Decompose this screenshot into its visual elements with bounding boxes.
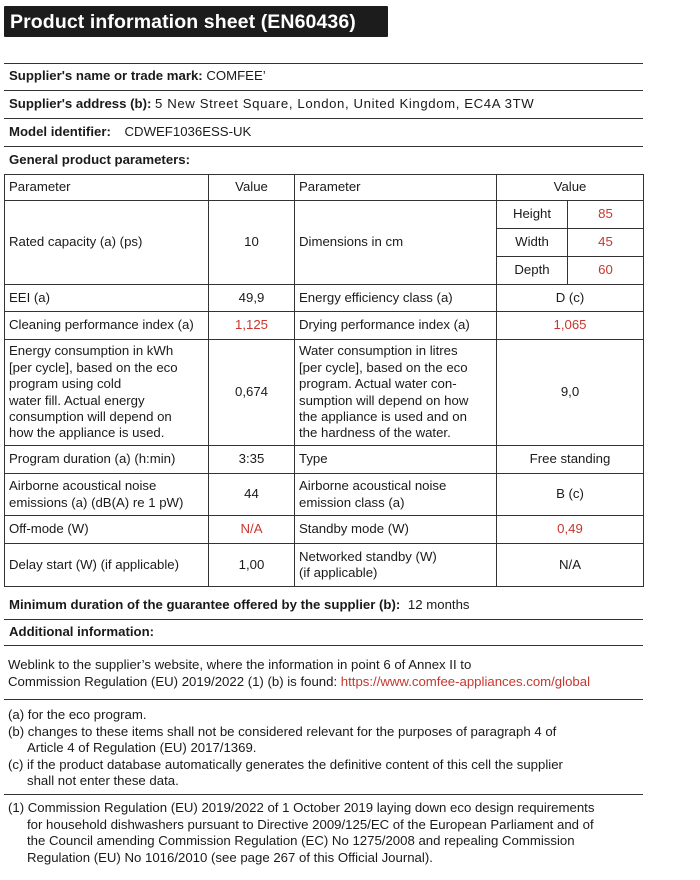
regulation-line: the Council amending Commission Regulation (EC) No 1275/2008 and repealing Commission — [27, 833, 575, 848]
footnote-b: (b) changes to these items shall not be considered relevant for the purposes of paragraph 4 of — [8, 723, 557, 739]
table-row — [5, 474, 644, 516]
type-value: Free standing — [497, 446, 644, 474]
page-title: Product information sheet (EN60436) — [10, 11, 356, 33]
weblink-line: Weblink to the supplier’s website, where the information in point 6 of Annex II to — [8, 657, 472, 672]
off-mode-value: N/A — [209, 516, 295, 544]
model-row — [9, 124, 251, 139]
program-duration-value: 3:35 — [209, 446, 295, 474]
column-header: Parameter — [5, 175, 209, 201]
supplier-address-label: Supplier's address (b): — [9, 96, 152, 111]
footnote-b-cont: Article 4 of Regulation (EU) 2017/1369. — [27, 740, 257, 755]
additional-info-heading: Additional information: — [9, 624, 155, 639]
divider — [4, 619, 643, 620]
label-line: how the appliance is used. — [9, 425, 165, 441]
standby-value: 0,49 — [497, 516, 644, 544]
noise-class-label — [295, 474, 497, 516]
energy-class-value: D (c) — [497, 285, 644, 312]
label-line: Airborne acoustical noise — [299, 478, 447, 494]
model-label: Model identifier: — [9, 124, 111, 139]
water-consumption-label — [295, 340, 497, 446]
water-consumption-value: 9,0 — [497, 340, 644, 446]
supplier-name-value: COMFEE’ — [206, 68, 266, 83]
label-line: sumption will depend on how — [299, 392, 469, 408]
networked-standby-value: N/A — [497, 544, 644, 587]
delay-start-value: 1,00 — [209, 544, 295, 587]
label-line: Water consumption in litres — [299, 343, 458, 359]
rated-capacity-label: Rated capacity (a) (ps) — [5, 201, 209, 285]
dimensions-label: Dimensions in cm — [295, 201, 497, 285]
supplier-address-value: 5 New Street Square, London, United Kingdom, EC4A 3TW — [155, 96, 535, 111]
program-duration-label: Program duration (a) (h:min) — [5, 446, 209, 474]
footnote-c-cont: shall not enter these data. — [27, 773, 179, 788]
column-header: Value — [209, 175, 295, 201]
label-line: the appliance is used and on — [299, 408, 467, 424]
footnote-c: (c) if the product database automatically generates the definitive content of this cell the supplier — [8, 756, 563, 772]
width-value: 45 — [568, 229, 644, 257]
standby-label: Standby mode (W) — [295, 516, 497, 544]
label-line: consumption will depend on — [9, 408, 172, 424]
divider — [4, 118, 643, 119]
divider — [4, 794, 643, 795]
table-row — [5, 340, 644, 446]
depth-value: 60 — [568, 257, 644, 285]
eei-value: 49,9 — [209, 285, 295, 312]
height-value: 85 — [568, 201, 644, 229]
table-row — [5, 446, 644, 474]
supplier-name-row — [9, 68, 266, 83]
footnote-a: (a) for the eco program. — [8, 707, 147, 722]
model-value: CDWEF1036ESS-UK — [124, 124, 252, 139]
noise-value: 44 — [209, 474, 295, 516]
noise-label — [5, 474, 209, 516]
column-header: Value — [497, 175, 644, 201]
drying-label: Drying performance index (a) — [295, 312, 497, 340]
divider — [4, 90, 643, 91]
guarantee-value: 12 months — [407, 597, 470, 612]
cleaning-label: Cleaning performance index (a) — [5, 312, 209, 340]
table-row — [5, 285, 644, 312]
column-header: Parameter — [295, 175, 497, 201]
supplier-name-label: Supplier's name or trade mark: — [9, 68, 203, 83]
divider — [4, 146, 643, 147]
table-row — [5, 516, 644, 544]
divider — [4, 645, 643, 646]
width-label: Width — [497, 229, 568, 257]
energy-consumption-label — [5, 340, 209, 446]
label-line: Airborne acoustical noise — [9, 478, 157, 494]
type-label: Type — [295, 446, 497, 474]
guarantee-label: Minimum duration of the guarantee offered by the supplier (b): — [9, 597, 401, 612]
energy-class-label: Energy efficiency class (a) — [295, 285, 497, 312]
table-row — [5, 312, 644, 340]
supplier-address-row — [9, 96, 534, 111]
supplier-website-link[interactable]: https://www.comfee-appliances.com/global — [340, 673, 590, 689]
label-line: [per cycle], based on the eco — [299, 359, 468, 375]
weblink-text: Commission Regulation (EU) 2019/2022 (1) (b) is found: — [8, 673, 338, 689]
weblink-line — [8, 674, 590, 691]
label-line: emission class (a) — [299, 494, 405, 510]
label-line: the hardness of the water. — [299, 425, 451, 441]
label-line: Energy consumption in kWh — [9, 343, 174, 359]
table-row — [5, 201, 644, 229]
table-header-row — [5, 175, 644, 201]
divider — [4, 699, 643, 700]
weblink-paragraph — [8, 657, 590, 690]
drying-value: 1,065 — [497, 312, 644, 340]
guarantee-row — [9, 597, 470, 612]
regulation-note — [8, 800, 594, 866]
delay-start-label: Delay start (W) (if applicable) — [5, 544, 209, 587]
footnotes — [8, 707, 563, 790]
noise-class-value: B (c) — [497, 474, 644, 516]
regulation-line: Regulation (EU) No 1016/2010 (see page 267 of this Official Journal). — [27, 849, 433, 865]
label-line: [per cycle], based on the eco — [9, 359, 178, 375]
depth-label: Depth — [497, 257, 568, 285]
label-line: program using cold — [9, 376, 122, 392]
eei-label: EEI (a) — [5, 285, 209, 312]
networked-standby-label — [295, 544, 497, 587]
height-label: Height — [497, 201, 568, 229]
general-params-heading: General product parameters: — [9, 152, 191, 167]
rated-capacity-value: 10 — [209, 201, 295, 285]
label-line: Networked standby (W) — [299, 548, 437, 564]
label-line: program. Actual water con- — [299, 376, 457, 392]
energy-consumption-value: 0,674 — [209, 340, 295, 446]
cleaning-value: 1,125 — [209, 312, 295, 340]
label-line: (if applicable) — [299, 565, 378, 580]
table-row — [5, 544, 644, 587]
regulation-line: for household dishwashers pursuant to Directive 2009/125/EC of the European Parliament and of — [27, 816, 594, 832]
label-line: emissions (a) (dB(A) re 1 pW) — [9, 494, 184, 510]
divider — [4, 63, 643, 64]
parameters-table — [4, 174, 644, 587]
off-mode-label: Off-mode (W) — [5, 516, 209, 544]
label-line: water fill. Actual energy — [9, 392, 145, 408]
regulation-line: (1) Commission Regulation (EU) 2019/2022 of 1 October 2019 laying down eco design requirements — [8, 800, 595, 815]
